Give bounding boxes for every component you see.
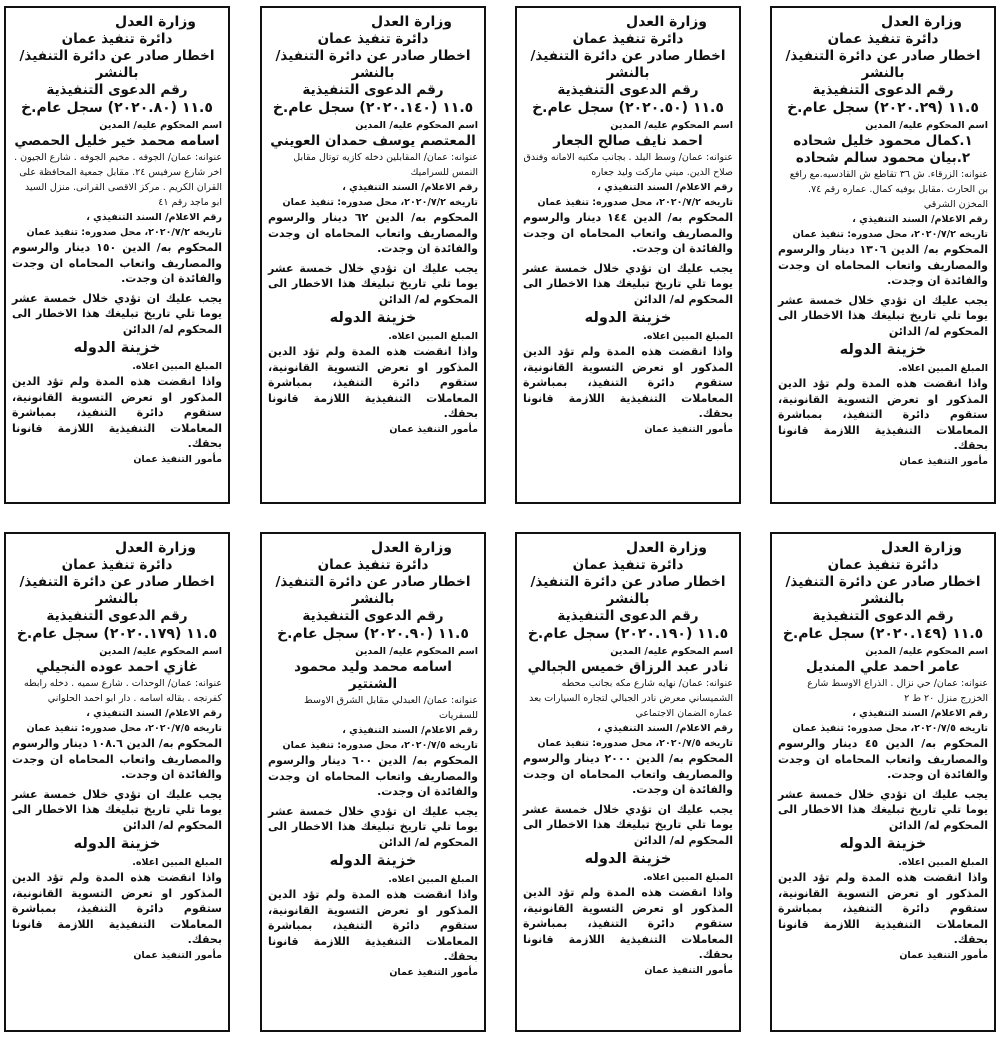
debtor-address: عنوانه: عمان/ نهايه شارع مكه بجانب محطه الشميساني معرض نادر الجبالي لتجاره السيارات بعد عماره الضمان الاجتماعي <box>529 678 733 719</box>
instrument-line: رقم الاعلام/ السند التنفيذي ، <box>86 708 222 719</box>
officer-signature: مأمور التنفيذ عمان <box>644 423 733 435</box>
debtor-label: اسم المحكوم عليه/ المدين <box>99 646 222 657</box>
officer-signature: مأمور التنفيذ عمان <box>899 455 988 467</box>
debtor-name: اسامه محمد خير خليل الحمصي <box>14 133 220 149</box>
case-number: ١١.٥ (٢٠٢٠.١٤٩) سجل عام.خ <box>782 626 984 642</box>
department-title: دائرة تنفيذ عمان <box>572 557 684 573</box>
amount-reference: المبلغ المبين اعلاه. <box>643 872 733 883</box>
debtor-name: ١.كمال محمود خليل شحاده ٢.بيان محمود سالم شحاده <box>793 133 973 166</box>
debtor-name: المعتصم يوسف حمدان العويني <box>270 133 476 149</box>
department-title: دائرة تنفيذ عمان <box>827 31 939 47</box>
officer-signature: مأمور التنفيذ عمان <box>899 949 988 961</box>
notice-heading: اخطار صادر عن دائرة التنفيذ/بالنشر <box>530 48 726 81</box>
officer-signature: مأمور التنفيذ عمان <box>644 964 733 976</box>
notice-heading: اخطار صادر عن دائرة التنفيذ/بالنشر <box>19 574 215 607</box>
warning-text: يجب عليك ان تؤدي خلال خمسة عشر يوما تلي تاريخ تبليغك هذا الاخطار الى المحكوم له/ الدائن <box>778 293 988 338</box>
warning-text: يجب عليك ان تؤدي خلال خمسة عشر يوما تلي تاريخ تبليغك هذا الاخطار الى المحكوم له/ الدائن <box>12 787 222 832</box>
amount-text: المحكوم به/ الدين ١٠٨.٦ دينار والرسوم والمصاريف واتعاب المحاماه ان وجدت والفائدة ان وجدت. <box>12 737 222 781</box>
date-line: تاريخه ٢٠٢٠/٧/٢، محل صدوره: تنفيذ عمان <box>282 197 478 208</box>
notice-heading: اخطار صادر عن دائرة التنفيذ/بالنشر <box>785 48 981 81</box>
officer-signature: مأمور التنفيذ عمان <box>133 949 222 961</box>
consequence-text: واذا انقضت هذه المدة ولم تؤد الدين المذكور او تعرض التسوية القانونية، ستقوم دائرة التنفيذ، بمباشرة المعاملات التنفيذية اللازمة قانونا بحقك. <box>778 377 988 452</box>
ministry-title: وزارة العدل <box>371 14 452 30</box>
ministry-title: وزارة العدل <box>115 14 196 30</box>
amount-reference: المبلغ المبين اعلاه. <box>388 331 478 342</box>
debtor-label: اسم المحكوم عليه/ المدين <box>355 646 478 657</box>
notice-heading: اخطار صادر عن دائرة التنفيذ/بالنشر <box>275 574 471 607</box>
notice-card <box>770 532 996 1032</box>
department-title: دائرة تنفيذ عمان <box>572 31 684 47</box>
instrument-line: رقم الاعلام/ السند التنفيذي ، <box>597 182 733 193</box>
debtor-label: اسم المحكوم عليه/ المدين <box>610 120 733 131</box>
debtor-name: عامر احمد علي المنديل <box>806 659 960 675</box>
department-title: دائرة تنفيذ عمان <box>61 31 173 47</box>
ministry-title: وزارة العدل <box>115 540 196 556</box>
officer-signature: مأمور التنفيذ عمان <box>133 453 222 465</box>
notice-card <box>260 532 486 1032</box>
consequence-text: واذا انقضت هذه المدة ولم تؤد الدين المذكور او تعرض التسوية القانونية، ستقوم دائرة التنفيذ، بمباشرة المعاملات التنفيذية اللازمة قانونا بحقك. <box>12 375 222 450</box>
instrument-line: رقم الاعلام/ السند التنفيذي ، <box>852 214 988 225</box>
debtor-address: عنوانه: الزرقاء. ش ٣٦ تقاطع ش القادسيه.مع رافع بن الحارث .مقابل بوفيه كمال. عماره رقم ٧٤. المخزن الشرقي <box>789 169 988 210</box>
debtor-label: اسم المحكوم عليه/ المدين <box>355 120 478 131</box>
case-label: رقم الدعوى التنفيذية <box>557 608 699 624</box>
warning-text: يجب عليك ان تؤدي خلال خمسة عشر يوما تلي تاريخ تبليغك هذا الاخطار الى المحكوم له/ الدائن <box>268 804 478 849</box>
amount-text: المحكوم به/ الدين ١٤٤ دينار والرسوم والمصاريف واتعاب المحاماه ان وجدت والفائدة ان وجدت. <box>523 211 733 255</box>
case-number: ١١.٥ (٢٠٢٠.٨٠) سجل عام.خ <box>21 100 213 116</box>
case-number: ١١.٥ (٢٠٢٠.٩٠) سجل عام.خ <box>277 626 469 642</box>
consequence-text: واذا انقضت هذه المدة ولم تؤد الدين المذكور او تعرض التسوية القانونية، ستقوم دائرة التنفيذ، بمباشرة المعاملات التنفيذية اللازمة قانونا بحقك. <box>523 886 733 961</box>
notice-card <box>4 6 230 504</box>
amount-text: المحكوم به/ الدين ٢٠٠٠ دينار والرسوم والمصاريف واتعاب المحاماه ان وجدت والفائدة ان وجدت. <box>523 752 734 796</box>
creditor-name: خزينة الدوله <box>839 342 927 358</box>
case-label: رقم الدعوى التنفيذية <box>812 608 954 624</box>
case-number: ١١.٥ (٢٠٢٠.١٩٠) سجل عام.خ <box>527 626 729 642</box>
case-number: ١١.٥ (٢٠٢٠.١٤٠) سجل عام.خ <box>272 100 474 116</box>
debtor-address: عنوانه: عمان/ الوحدات . شارع سميه . دخله رابطه كفرنجه . بقاله اسامه . دار ابو احمد الحلواني <box>24 678 222 704</box>
amount-text: المحكوم به/ الدين ٦٢ دينار والرسوم والمصاريف واتعاب المحاماه ان وجدت والفائدة ان وجدت. <box>268 211 478 255</box>
creditor-name: خزينة الدوله <box>73 836 161 852</box>
case-number: ١١.٥ (٢٠٢٠.٥٠) سجل عام.خ <box>532 100 724 116</box>
notice-card <box>515 532 741 1032</box>
consequence-text: واذا انقضت هذه المدة ولم تؤد الدين المذكور او تعرض التسوية القانونية، ستقوم دائرة التنفيذ، بمباشرة المعاملات التنفيذية اللازمة قانونا بحقك. <box>778 871 988 946</box>
department-title: دائرة تنفيذ عمان <box>61 557 173 573</box>
instrument-line: رقم الاعلام/ السند التنفيذي ، <box>597 723 733 734</box>
instrument-line: رقم الاعلام/ السند التنفيذي ، <box>342 725 478 736</box>
debtor-address: عنوانه: عمان/ وسط البلد . بجانب مكتبه الامانه وفندق صلاح الدين. ميني ماركت وليد جعاره <box>523 152 733 178</box>
amount-reference: المبلغ المبين اعلاه. <box>898 857 988 868</box>
amount-reference: المبلغ المبين اعلاه. <box>898 363 988 374</box>
notice-heading: اخطار صادر عن دائرة التنفيذ/بالنشر <box>785 574 981 607</box>
creditor-name: خزينة الدوله <box>584 310 672 326</box>
ministry-title: وزارة العدل <box>881 540 962 556</box>
debtor-name: نادر عبد الرزاق خميس الجبالي <box>527 659 729 675</box>
department-title: دائرة تنفيذ عمان <box>317 31 429 47</box>
debtor-name: اسامه محمد وليد محمود الشنتير <box>294 659 452 692</box>
debtor-label: اسم المحكوم عليه/ المدين <box>865 646 988 657</box>
instrument-line: رقم الاعلام/ السند التنفيذي ، <box>852 708 988 719</box>
notice-heading: اخطار صادر عن دائرة التنفيذ/بالنشر <box>19 48 215 81</box>
amount-text: المحكوم به/ الدين ٦٠٠ دينار والرسوم والمصاريف واتعاب المحاماه ان وجدت والفائدة ان وجدت. <box>268 754 478 798</box>
amount-reference: المبلغ المبين اعلاه. <box>643 331 733 342</box>
case-number: ١١.٥ (٢٠٢٠.١٧٩) سجل عام.خ <box>16 626 218 642</box>
date-line: تاريخه ٢٠٢٠/٧/٥، محل صدوره: تنفيذ عمان <box>792 723 988 734</box>
amount-reference: المبلغ المبين اعلاه. <box>388 874 478 885</box>
notice-card <box>4 532 230 1032</box>
debtor-address: عنوانه: عمان/ المقابلين دخله كازيه توتال مقابل النمس للسراميك <box>293 152 478 178</box>
date-line: تاريخه ٢٠٢٠/٧/٢، محل صدوره: تنفيذ عمان <box>537 197 733 208</box>
case-label: رقم الدعوى التنفيذية <box>46 608 188 624</box>
ministry-title: وزارة العدل <box>371 540 452 556</box>
case-label: رقم الدعوى التنفيذية <box>812 82 954 98</box>
warning-text: يجب عليك ان تؤدي خلال خمسة عشر يوما تلي تاريخ تبليغك هذا الاخطار الى المحكوم له/ الدائن <box>523 261 733 306</box>
creditor-name: خزينة الدوله <box>584 851 672 867</box>
department-title: دائرة تنفيذ عمان <box>317 557 429 573</box>
instrument-line: رقم الاعلام/ السند التنفيذي ، <box>342 182 478 193</box>
consequence-text: واذا انقضت هذه المدة ولم تؤد الدين المذكور او تعرض التسوية القانونية، ستقوم دائرة التنفيذ، بمباشرة المعاملات التنفيذية اللازمة قانونا بحقك. <box>12 871 222 946</box>
consequence-text: واذا انقضت هذه المدة ولم تؤد الدين المذكور او تعرض التسوية القانونية، ستقوم دائرة التنفيذ، بمباشرة المعاملات التنفيذية اللازمة قانونا بحقك. <box>268 888 478 963</box>
ministry-title: وزارة العدل <box>626 14 707 30</box>
debtor-label: اسم المحكوم عليه/ المدين <box>865 120 988 131</box>
amount-text: المحكوم به/ الدين ١٥٠ دينار والرسوم والمصاريف واتعاب المحاماه ان وجدت والفائدة ان وجدت. <box>12 241 222 285</box>
creditor-name: خزينة الدوله <box>73 340 161 356</box>
warning-text: يجب عليك ان تؤدي خلال خمسة عشر يوما تلي تاريخ تبليغك هذا الاخطار الى المحكوم له/ الدائن <box>268 261 478 306</box>
notice-card <box>260 6 486 504</box>
consequence-text: واذا انقضت هذه المدة ولم تؤد الدين المذكور او تعرض التسوية القانونية، ستقوم دائرة التنفيذ، بمباشرة المعاملات التنفيذية اللازمة قانونا بحقك. <box>523 345 733 420</box>
debtor-label: اسم المحكوم عليه/ المدين <box>610 646 733 657</box>
case-label: رقم الدعوى التنفيذية <box>302 82 444 98</box>
case-label: رقم الدعوى التنفيذية <box>302 608 444 624</box>
date-line: تاريخه ٢٠٢٠/٧/٥، محل صدوره: تنفيذ عمان <box>537 738 733 749</box>
date-line: تاريخه ٢٠٢٠/٧/٢، محل صدوره: تنفيذ عمان <box>792 229 988 240</box>
notice-heading: اخطار صادر عن دائرة التنفيذ/بالنشر <box>275 48 471 81</box>
debtor-name: غازي احمد عوده النجيلي <box>36 659 198 675</box>
debtor-address: عنوانه: عمان/ الجوفه . مخيم الجوفه . شارع الجيون . اخر شارع سرفيس ٢٤. مقابل جمعية المحافظة على القران الكريم . مركز الاقصى القرانى. منزل السيد ابو ماجد رقم ٤١ <box>14 152 222 208</box>
amount-reference: المبلغ المبين اعلاه. <box>132 857 222 868</box>
debtor-label: اسم المحكوم عليه/ المدين <box>99 120 222 131</box>
officer-signature: مأمور التنفيذ عمان <box>389 423 478 435</box>
debtor-address: عنوانه: عمان/ العبدلي مقابل الشرق الاوسط للسفريات <box>303 695 478 721</box>
debtor-name: احمد نايف صالح الجعار <box>553 133 703 149</box>
creditor-name: خزينة الدوله <box>329 310 417 326</box>
instrument-line: رقم الاعلام/ السند التنفيذي ، <box>86 212 222 223</box>
notice-heading: اخطار صادر عن دائرة التنفيذ/بالنشر <box>530 574 726 607</box>
ministry-title: وزارة العدل <box>626 540 707 556</box>
case-label: رقم الدعوى التنفيذية <box>557 82 699 98</box>
ministry-title: وزارة العدل <box>881 14 962 30</box>
amount-text: المحكوم به/ الدين ٤٥ دينار والرسوم والمصاريف واتعاب المحاماه ان وجدت والفائدة ان وجدت. <box>778 737 988 781</box>
consequence-text: واذا انقضت هذه المدة ولم تؤد الدين المذكور او تعرض التسوية القانونية، ستقوم دائرة التنفيذ، بمباشرة المعاملات التنفيذية اللازمة قانونا بحقك. <box>268 345 478 420</box>
date-line: تاريخه ٢٠٢٠/٧/٥، محل صدوره: تنفيذ عمان <box>282 740 478 751</box>
creditor-name: خزينة الدوله <box>839 836 927 852</box>
officer-signature: مأمور التنفيذ عمان <box>389 966 478 978</box>
notice-card <box>515 6 741 504</box>
amount-text: المحكوم به/ الدين ١٣٠٦ دينار والرسوم والمصاريف واتعاب المحاماه ان وجدت والفائدة ان وجدت. <box>778 243 989 287</box>
department-title: دائرة تنفيذ عمان <box>827 557 939 573</box>
warning-text: يجب عليك ان تؤدي خلال خمسة عشر يوما تلي تاريخ تبليغك هذا الاخطار الى المحكوم له/ الدائن <box>778 787 988 832</box>
date-line: تاريخه ٢٠٢٠/٧/٥، محل صدوره: تنفيذ عمان <box>26 723 222 734</box>
debtor-address: عنوانه: عمان/ حي نزال . الذراع الاوسط شارع الخزرج منزل ٢٠ ط ٢ <box>807 678 988 704</box>
case-number: ١١.٥ (٢٠٢٠.٢٩) سجل عام.خ <box>787 100 979 116</box>
warning-text: يجب عليك ان تؤدي خلال خمسة عشر يوما تلي تاريخ تبليغك هذا الاخطار الى المحكوم له/ الدائن <box>523 802 733 847</box>
notice-card <box>770 6 996 504</box>
creditor-name: خزينة الدوله <box>329 853 417 869</box>
case-label: رقم الدعوى التنفيذية <box>46 82 188 98</box>
date-line: تاريخه ٢٠٢٠/٧/٢، محل صدوره: تنفيذ عمان <box>26 227 222 238</box>
warning-text: يجب عليك ان تؤدي خلال خمسة عشر يوما تلي تاريخ تبليغك هذا الاخطار الى المحكوم له/ الدائن <box>12 291 222 336</box>
amount-reference: المبلغ المبين اعلاه. <box>132 361 222 372</box>
